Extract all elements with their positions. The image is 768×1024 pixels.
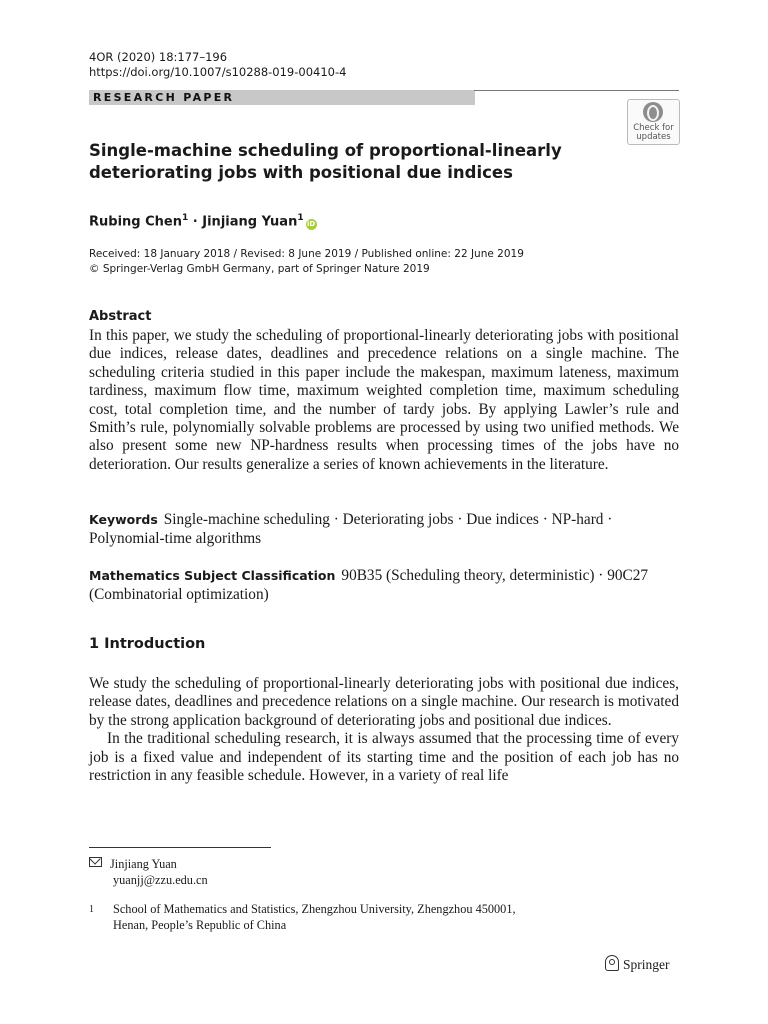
check-for-updates-button[interactable] bbox=[627, 99, 680, 145]
author-separator: · bbox=[192, 214, 198, 230]
author-affiliation-marker: 1 bbox=[297, 213, 304, 223]
keywords-section bbox=[89, 511, 679, 548]
affiliation-number: 1 bbox=[89, 904, 94, 915]
introduction-body bbox=[89, 675, 679, 785]
author-name[interactable]: Rubing Chen bbox=[89, 214, 182, 230]
msc-text: 90B35 (Scheduling theory, deterministic) · 90C27 (Combinatorial optimization) bbox=[89, 567, 649, 603]
abstract-text: In this paper, we study the scheduling of proportional-linearly deteriorating jobs with positional due indices, release dates, deadlines and precedence relations on a single machine. The scheduling criteria studied in this paper include the makespan, maximum lateness, maximum tardiness, maximum flow time, maximum weighted completion time, maximum scheduling cost, total completion time, and the number of tardy jobs. By applying Lawler’s rule and Smith’s rule, polynomially solvable problems are processed by using two unified methods. We also present some new NP-hardness results when processing times of the jobs have no deterioration. Our results generalize a series of known achievements in the literature. bbox=[89, 327, 679, 473]
footnote-rule bbox=[89, 847, 271, 848]
publisher-name: Springer bbox=[623, 957, 670, 972]
author-name[interactable]: Jinjiang Yuan bbox=[202, 214, 298, 230]
corresponding-email[interactable]: yuanjj@zzu.edu.cn bbox=[113, 872, 208, 887]
msc-section bbox=[89, 567, 679, 604]
paragraph: We study the scheduling of proportional-linearly deteriorating jobs with positional due indices, release dates, deadlines and precedence relations on a single machine. Our research is motivated by the strong application background of deteriorating jobs and positional due indices. bbox=[89, 675, 679, 729]
journal-citation: 4OR (2020) 18:177–196 bbox=[89, 50, 228, 64]
orcid-icon[interactable]: iD bbox=[307, 220, 316, 229]
envelope-icon bbox=[89, 857, 102, 867]
affiliation-footnote bbox=[89, 902, 516, 933]
copyright-line: © Springer-Verlag GmbH Germany, part of Springer Nature 2019 bbox=[89, 263, 430, 275]
header-rule bbox=[474, 90, 679, 91]
article-title: Single-machine scheduling of proportional-linearly deteriorating jobs with positional due indices bbox=[89, 141, 562, 182]
affiliation-line: School of Mathematics and Statistics, Zhengzhou University, Zhengzhou 450001, bbox=[113, 902, 516, 916]
section-label: RESEARCH PAPER bbox=[93, 91, 235, 104]
keywords-label: Keywords bbox=[89, 512, 158, 527]
doi-link[interactable]: https://doi.org/10.1007/s10288-019-00410-4 bbox=[89, 65, 347, 79]
author-list bbox=[89, 209, 317, 231]
paragraph: In the traditional scheduling research, it is always assumed that the processing time of every job is a fixed value and independent of its starting time and the position of each job has no restriction in any feasible schedule. However, in a variety of real life bbox=[89, 730, 679, 785]
section-heading: 1 Introduction bbox=[89, 636, 206, 652]
msc-label: Mathematics Subject Classification bbox=[89, 568, 336, 583]
affiliation-line: Henan, People’s Republic of China bbox=[113, 917, 287, 932]
springer-logo-icon bbox=[605, 955, 619, 971]
article-history bbox=[89, 247, 524, 277]
corresponding-author bbox=[89, 857, 208, 888]
corresponding-name: Jinjiang Yuan bbox=[110, 857, 177, 871]
check-updates-line2: updates bbox=[636, 132, 671, 142]
keywords-text: Single-machine scheduling · Deteriorating jobs · Due indices · NP-hard · Polynomial-time algorithms bbox=[89, 511, 613, 547]
journal-reference bbox=[89, 50, 346, 80]
publication-dates: Received: 18 January 2018 / Revised: 8 June 2019 / Published online: 22 June 2019 bbox=[89, 248, 524, 260]
publisher-logo[interactable] bbox=[605, 955, 670, 973]
abstract-heading: Abstract bbox=[89, 309, 152, 324]
check-for-updates-icon bbox=[643, 102, 663, 122]
author-affiliation-marker: 1 bbox=[181, 213, 189, 223]
check-updates-line1: Check for bbox=[633, 123, 674, 133]
